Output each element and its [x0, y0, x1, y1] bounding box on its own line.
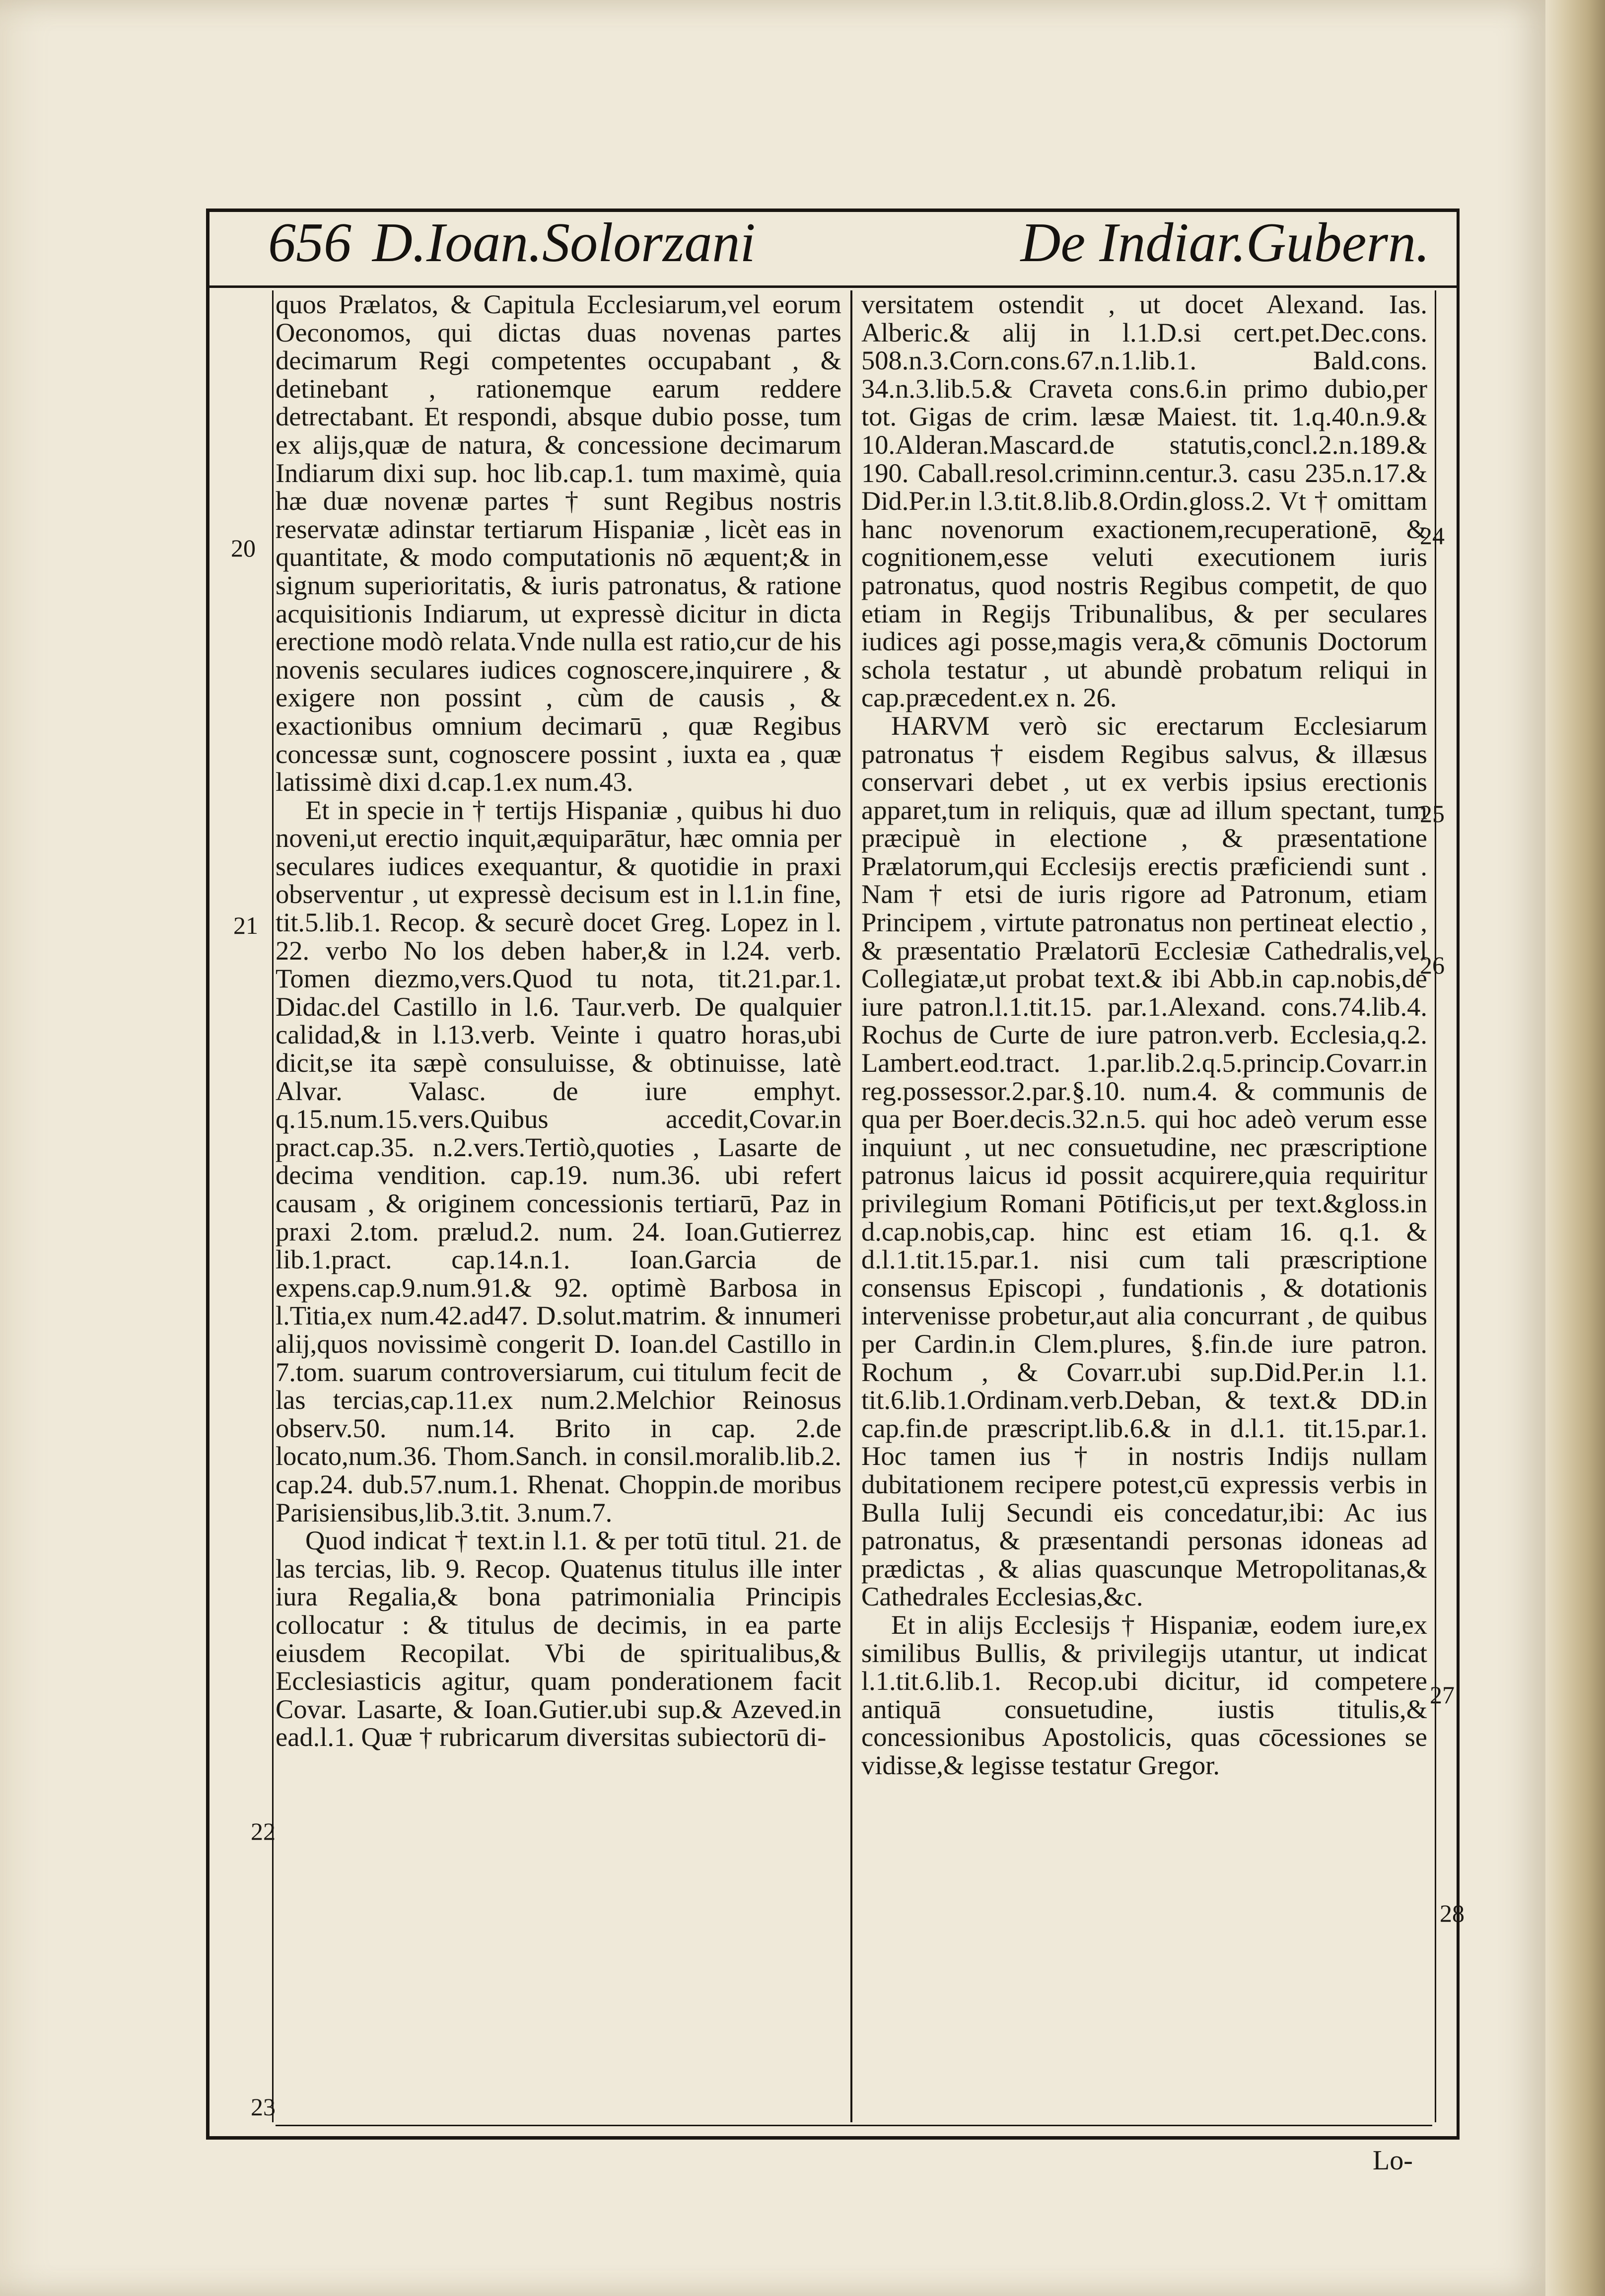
left-column — [276, 290, 841, 2107]
margin-number: 22 — [251, 1817, 276, 1845]
margin-number: 27 — [1430, 1681, 1455, 1709]
margin-number: 26 — [1420, 951, 1445, 979]
book-binding-edge — [1545, 0, 1605, 2296]
header-rule — [206, 285, 1460, 288]
running-author: D.Ioan.Solorzani — [372, 212, 756, 274]
column-divider — [850, 290, 852, 2122]
paragraph: versitatem ostendit , ut docet Alexand. Ias. Alberic.& alij in l.1.D.si cert.pet.Dec.cons. 508.n.3.Corn.cons.67.n.1.lib.1. Bald.cons. 34.n.3.lib.5.& Craveta cons.6.in primo dubio,per tot. Gigas de crim. læsæ Maiest. tit. 1.q.40.n.9.& 10.Alderan.Mascard.de statutis,concl.2.n.189.& 190. Caball.resol.criminn.centur.3. casu 235.n.17.& Did.Per.in l.3.tit.8.lib.8.Ordin.gloss.2. Vt † omittam hanc novenorum exactionem,recuperationē, & cognitionem,esse veluti executionem iuris patronatus, quod nostris Regibus competit, de quo etiam in Regijs Tribunalibus, & per seculares iudices agi posse,magis vera,& cōmunis Doctorum schola testatur , ut abundè probatum reliqui in cap.præcedent.ex n. 26. — [861, 289, 1427, 713]
margin-number: 20 — [231, 534, 256, 562]
margin-number: 25 — [1420, 800, 1445, 828]
margin-number: 21 — [233, 911, 258, 939]
paragraph: Et in alijs Ecclesijs † Hispaniæ, eodem iure,ex similibus Bullis, & privilegijs utantur, ut indicat l.1.tit.6.lib.1. Recop.ubi dicitur, id competere antiquā consuetudine, iustis titulis,& concessionibus Apostolicis, quas cōcessiones se vidisse,& legisse testatur Gregor. — [861, 1609, 1427, 1780]
paragraph: Quod indicat † text.in l.1. & per totū titul. 21. de las tercias, lib. 9. Recop. Quatenus titulus ille inter iura Regalia,& bona patrimonialia Principis collocatur : & titulus de decimis, in ea parte eiusdem Recopilat. Vbi de spiritualibus,& Ecclesiasticis agitur, quam ponderationem facit Covar. Lasarte, & Ioan.Gutier.ubi sup.& Azeved.in ead.l.1. Quæ † rubricarum diversitas subiectorū di- — [276, 1525, 841, 1752]
margin-number: 28 — [1440, 1899, 1465, 1927]
paragraph: Et in specie in † tertijs Hispaniæ , quibus hi duo noveni,ut erectio inquit,æquiparātur, hæc omnia per seculares iudices exequantur, & quotidie in praxi observentur , ut expressè decisum est in l.1.in fine, tit.5.lib.1. Recop. & securè docet Greg. Lopez in l. 22. verbo No los deben haber,& in l.24. verb. Tomen diezmo,vers.Quod tu nota, tit.21.par.1. Didac.del Castillo in l.6. Taur.verb. De qualquier calidad,& in l.13.verb. Veinte i quatro horas,ubi dicit,se ita sæpè consuluisse, & obtinuisse, latè Alvar. Valasc. de iure emphyt. q.15.num.15.vers.Quibus accedit,Covar.in pract.cap.35. n.2.vers.Tertiò,quoties , Lasarte de decima vendition. cap.19. num.36. ubi refert causam , & originem concessionis tertiarū, Paz in praxi 2.tom. prælud.2. num. 24. Ioan.Gutierrez lib.1.pract. cap.14.n.1. Ioan.Garcia de expens.cap.9.num.91.& 92. optimè Barbosa in l.Titia,ex num.42.ad47. D.solut.matrim. & innumeri alij,quos novissimè congerit D. Ioan.del Castillo in 7.tom. suarum controversiarum, cui titulum fecit de las tercias,cap.11.ex num.2.Melchior Reinosus observ.50. num.14. Brito in cap. 2.de locato,num.36. Thom.Sanch. in consil.moralib.lib.2. cap.24. dub.57.num.1. Rhenat. Choppin.de moribus Parisiensibus,lib.3.tit. 3.num.7. — [276, 794, 841, 1528]
running-head — [268, 211, 1430, 280]
margin-number: 24 — [1420, 522, 1445, 550]
running-title: De Indiar.Gubern. — [1020, 212, 1430, 274]
paragraph: quos Prælatos, & Capitula Ecclesiarum,vel eorum Oeconomos, qui dictas duas novenas partes decimarum Regi competentes occupabant , & detinebant , rationemque earum reddere detrectabant. Et respondi, absque dubio posse, tum ex alijs,quæ de natura, & concessione decimarum Indiarum dixi sup. hoc lib.cap.1. tum maximè, quia hæ duæ novenæ partes † sunt Regibus nostris reservatæ adinstar tertiarum Hispaniæ , licèt eas in quantitate, & modo computationis nō æquent;& in signum superioritatis, & iuris patronatus, & ratione acquisitionis Indiarum, ut expressè dicitur in dicta erectione modò relata.Vnde nulla est ratio,cur de his novenis seculares iudices cognoscere,inquirere , & exigere non possint , cùm de causis , & exactionibus omnium decimarū , quæ Regibus concessæ sunt, cognoscere possint , iuxta ea , quæ latissimè dixi d.cap.1.ex num.43. — [276, 289, 841, 797]
paragraph: HARVM verò sic erectarum Ecclesiarum patronatus † eisdem Regibus salvus, & illæsus conservari debet , ut ex verbis ipsius erectionis apparet,tum in reliquis, quæ ad illum spectant, tum præcipuè in electione , & præsentatione Prælatorum,qui Ecclesijs erectis præficiendi sunt . Nam † etsi de iuris rigore ad Patronum, etiam Principem , virtute patronatus non pertineat electio , & præsentatio Prælatorū Ecclesiæ Cathedralis,vel Collegiatæ,ut probat text.& ibi Abb.in cap.nobis,de iure patron.l.1.tit.15. par.1.Alexand. cons.74.lib.4. Rochus de Curte de iure patron.verb. Ecclesia,q.2. Lambert.eod.tract. 1.par.lib.2.q.5.princip.Covarr.in reg.possessor.2.par.§.10. num.4. & communis de qua per Boer.decis.32.n.5. qui hoc adeò verum esse inquiunt , ut nec consuetudine, nec præscriptione patronus laicus id possit acquirere,quia requiritur privilegium Romani Pōtificis,ut per text.&gloss.in d.cap.nobis,cap. hinc est etiam 16. q.1. & d.l.1.tit.15.par.1. nisi cum tali præscriptione consensus Episcopi , fundationis , & dotationis intervenisse probetur,aut alia concurrant , de quibus per Cardin.in Clem.plures, §.fin.de iure patron. Rochum , & Covarr.ubi sup.Did.Per.in l.1. tit.6.lib.1.Ordinam.verb.Deban, & text.& DD.in cap.fin.de præscript.lib.6.& in d.l.1. tit.15.par.1. Hoc tamen ius † in nostris Indijs nullam dubitationem recipere potest,cū expressis verbis in Bulla Iulij Secundi eis concedatur,ibi: Ac ius patronatus, & præsentandi personas idoneas ad prædictas , & alias quascunque Metropolitanas,& Cathedrales Ecclesias,&c. — [861, 710, 1427, 1612]
right-column-rule — [1435, 290, 1436, 2122]
catchword: Lo- — [1373, 2145, 1413, 2176]
page-number: 656 — [268, 212, 351, 274]
left-column-rule — [272, 290, 274, 2122]
margin-number: 23 — [251, 2093, 276, 2121]
right-column — [861, 290, 1427, 2107]
bottom-rule — [276, 2125, 1432, 2126]
